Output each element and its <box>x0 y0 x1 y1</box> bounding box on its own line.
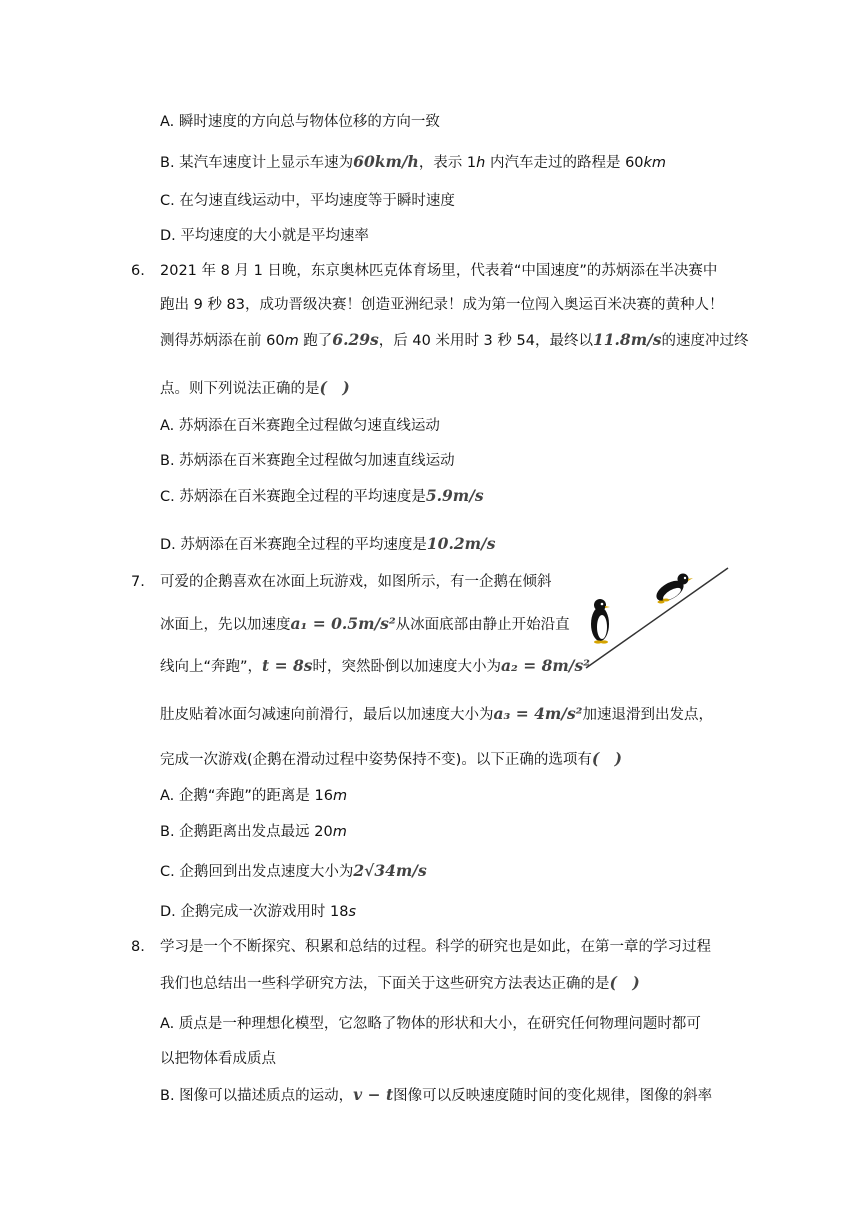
q6-option-d: D. 苏炳添在百米赛跑全过程的平均速度是10.2m/s <box>160 534 496 553</box>
q6-option-a: A. 苏炳添在百米赛跑全过程做匀速直线运动 <box>160 418 440 434</box>
q7-stem-line4: 肚皮贴着冰面匀减速向前滑行，最后以加速度大小为a₃ = 4m/s²加速退滑到出发点， <box>160 704 713 723</box>
q6-stem-line3: 测得苏炳添在前 60m 跑了6.29s，后 40 米用时 3 秒 54，最终以11.8m/s的速度冲过终 <box>160 330 749 349</box>
q8-stem-line1: 学习是一个不断探究、积累和总结的过程。科学的研究也是如此，在第一章的学习过程 <box>160 939 711 955</box>
q7-option-d: D. 企鹅完成一次游戏用时 18s <box>160 904 357 920</box>
q7-stem-line3: 线向上“奔跑”，t = 8s时，突然卧倒以加速度大小为a₂ = 8m/s² <box>160 656 590 675</box>
q8-stem-line2: 我们也总结出一些科学研究方法，下面关于这些研究方法表达正确的是( ) <box>160 973 640 992</box>
q8-option-a-line1: A. 质点是一种理想化模型，它忽略了物体的形状和大小，在研究任何物理问题时都可 <box>160 1016 701 1032</box>
q7-number: 7. <box>131 574 145 590</box>
q7-option-a: A. 企鹅“奔跑”的距离是 16m <box>160 788 348 804</box>
q5-option-a: A. 瞬时速度的方向总与物体位移的方向一致 <box>160 114 440 130</box>
q6-number: 6. <box>131 263 145 279</box>
penguin-slope-figure <box>582 564 732 672</box>
q8-number: 8. <box>131 939 145 955</box>
q6-stem-line4: 点。则下列说法正确的是( ) <box>160 378 350 397</box>
q5-option-c: C. 在匀速直线运动中，平均速度等于瞬时速度 <box>160 193 455 209</box>
q7-stem-line2: 冰面上，先以加速度a₁ = 0.5m/s²从冰面底部由静止开始沿直 <box>160 614 570 633</box>
q6-option-c: C. 苏炳添在百米赛跑全过程的平均速度是5.9m/s <box>160 486 484 505</box>
q6-option-b: B. 苏炳添在百米赛跑全过程做匀加速直线运动 <box>160 453 455 469</box>
penguin-running-icon <box>653 574 693 606</box>
q8-option-b: B. 图像可以描述质点的运动，v − t图像可以反映速度随时间的变化规律，图像的斜率 <box>160 1085 713 1104</box>
q5-option-d: D. 平均速度的大小就是平均速率 <box>160 228 369 244</box>
penguin-standing-icon <box>591 599 610 644</box>
q8-option-a-line2: 以把物体看成质点 <box>160 1051 276 1067</box>
q5-option-b: B. 某汽车速度计上显示车速为60km/h，表示 1h 内汽车走过的路程是 60km <box>160 152 667 171</box>
q7-stem-line1: 可爱的企鹅喜欢在冰面上玩游戏，如图所示，有一企鹅在倾斜 <box>160 574 552 590</box>
q7-option-c: C. 企鹅回到出发点速度大小为2√34m/s <box>160 861 427 880</box>
q6-stem-line2: 跑出 9 秒 83，成功晋级决赛！创造亚洲纪录！成为第一位闯入奥运百米决赛的黄种人！ <box>160 297 724 313</box>
q7-stem-line5: 完成一次游戏(企鹅在滑动过程中姿势保持不变)。以下正确的选项有( ) <box>160 749 622 768</box>
q7-option-b: B. 企鹅距离出发点最远 20m <box>160 824 347 840</box>
q6-stem-line1: 2021 年 8 月 1 日晚，东京奥林匹克体育场里，代表着“中国速度”的苏炳添在半决赛中 <box>160 263 718 279</box>
